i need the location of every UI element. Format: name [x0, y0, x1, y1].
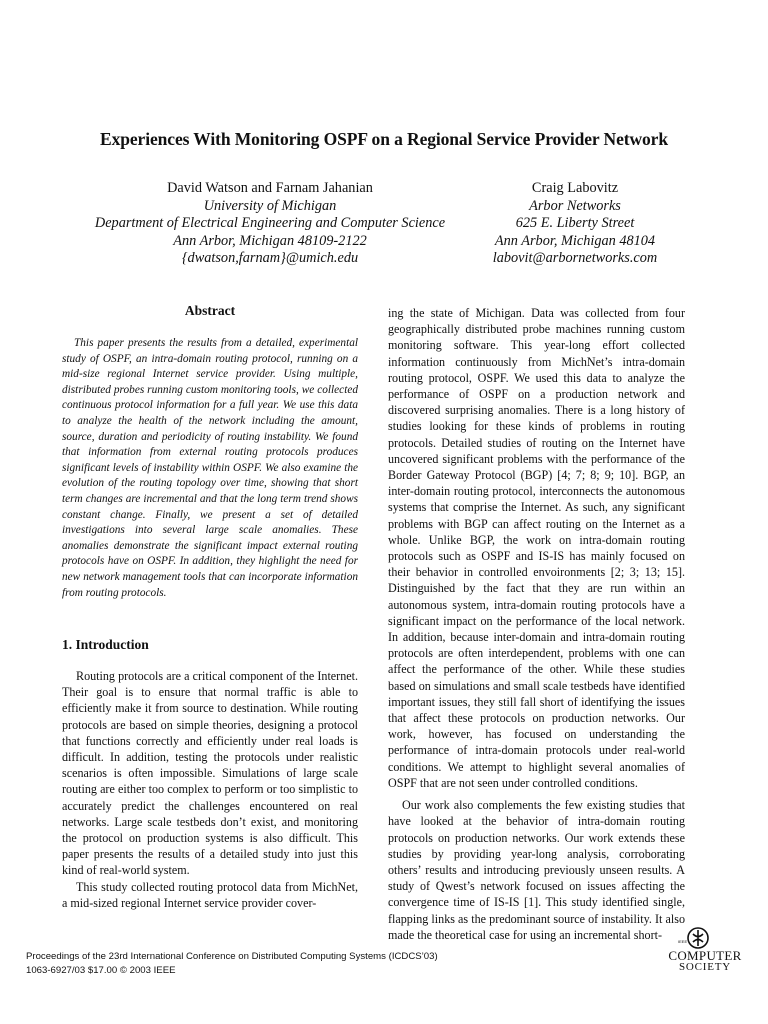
section-heading-introduction: 1. Introduction [62, 637, 149, 652]
author-affiliation: Arbor Networks [529, 197, 621, 214]
author-affiliation: University of Michigan [203, 197, 337, 214]
ieee-emblem-icon [687, 927, 709, 949]
author-names: David Watson and Farnam Jahanian [167, 180, 373, 196]
paragraph: Routing protocols are a critical component of the Internet. Their goal is to ensure that normal traffic is able to efficiently make it from source to destination. While routing protocols are based on simple theories, designing a protocol that functions correctly and efficiently under real loads is difficult. In addition, testing the protocols under realistic scenarios is often impossible. Simulations of large scale routing are either too complex to perform or too simplistic to accurately predict the challenges encountered on real networks. Large scale testbeds don’t exist, and monitoring the protocol on production systems is also difficult. This paper presents the results of a detailed study into just this kind of real-world system. [62, 669, 358, 878]
author-block-right [470, 180, 680, 268]
author-street: 625 E. Liberty Street [515, 215, 635, 232]
author-address: Ann Arbor, Michigan 48109-2122 [173, 232, 367, 249]
author-block-left [70, 180, 470, 268]
footer-proceedings-line: Proceedings of the 23rd International Conference on Distributed Computing Systems (ICDCS’03) [26, 951, 438, 962]
author-names: Craig Labovitz [531, 180, 619, 196]
paragraph: Our work also complements the few existing studies that have looked at the behavior of intra-domain routing protocols on production networks. Our work extends these studies by providing year-long analysis, corroborating others’ results and introducing previously unseen results. A study of Qwest’s network focused on issues affecting the convergence time of IS-IS [1]. This study identified single, flapping links as the predominant source of instability. It also made the theoretical case for using an incremental short- [388, 798, 685, 942]
computer-society-logo [664, 927, 746, 977]
author-address: Ann Arbor, Michigan 48104 [494, 232, 656, 249]
introduction-body [62, 668, 358, 911]
logo-word-computer: COMPUTER [668, 948, 742, 963]
right-column-body [388, 305, 688, 944]
logo-word-society: SOCIETY [678, 961, 732, 973]
paragraph: This study collected routing protocol data from MichNet, a mid-sized regional Internet service provider cover- [62, 879, 358, 910]
author-department: Department of Electrical Engineering and Computer Science [94, 215, 446, 232]
abstract-heading: Abstract [184, 303, 236, 318]
author-email: labovit@arbornetworks.com [492, 250, 658, 267]
abstract-text: This paper presents the results from a detailed, experimental study of OSPF, an intra-domain routing protocol, running on a mid-size regional Internet service provider. Using multiple, distributed probes running custom monitoring tools, we collected continuous protocol information for a full year. We use this data to analyze the health of the network including the amount, source, duration and periodicity of routing instability. We found that information from external routing protocols produces significant levels of instability within OSPF. We also examine the evolution of the routing topology over time, showing that short term changes are incremental and that the long term trend shows constant change. Finally, we present a set of detailed investigations into several large scale anomalies. These anomalies demonstrate the significant impact external routing protocols have on OSPF. In addition, they highlight the need for new network management tools that can incorporate information from routing protocols. [62, 337, 358, 599]
footer-copyright-line: 1063-6927/03 $17.00 © 2003 IEEE [26, 964, 176, 976]
author-email: {dwatson,farnam}@umich.edu [181, 250, 359, 267]
logo-small-text: IEEE [678, 939, 688, 944]
paragraph: ing the state of Michigan. Data was collected from four geographically distributed probe machines running custom monitoring software. This year-long effort collected information continuously from MichNet’s intra-domain routing protocol, OSPF. We used this data to analyze the performance of OSPF on a production network and discovered surprising anomalies. There is a long history of studies looking for these kinds of problems in routing protocols. Detailed studies of routing on the Internet have uncovered significant problems with the performance of the Border Gateway Protocol (BGP) [4; 7; 8; 9; 10]. BGP, an inter-domain routing protocol, interconnects the autonomous systems that comprise the Internet. As such, any significant problems with BGP can affect routing on the Internet as a whole. Unlike BGP, the work on intra-domain routing protocols such as OSPF and IS-IS has mainly focused on their behavior in controlled envoironments [2; 3; 13; 15]. Distinguished by the fact that they are run within an autonomous system, intra-domain routing protocols have a significant impact on the performance of the local network. In addition, because inter-domain and intra-domain routing protocols are often interdependent, problems with one can affect the performance of the other. While these studies based on simulations and small scale testbeds have identified important issues, they still fall short of identifying the issues that affect these protocols on production networks. Our work, however, has focused on understanding the performance of intra-domain protocols under real-world conditions. We attempt to highlight several anomalies of OSPF that are not seen under controlled conditions. [388, 306, 685, 790]
paper-title: Experiences With Monitoring OSPF on a Regional Service Provider Network [100, 129, 668, 149]
proceedings-footer [26, 950, 438, 977]
